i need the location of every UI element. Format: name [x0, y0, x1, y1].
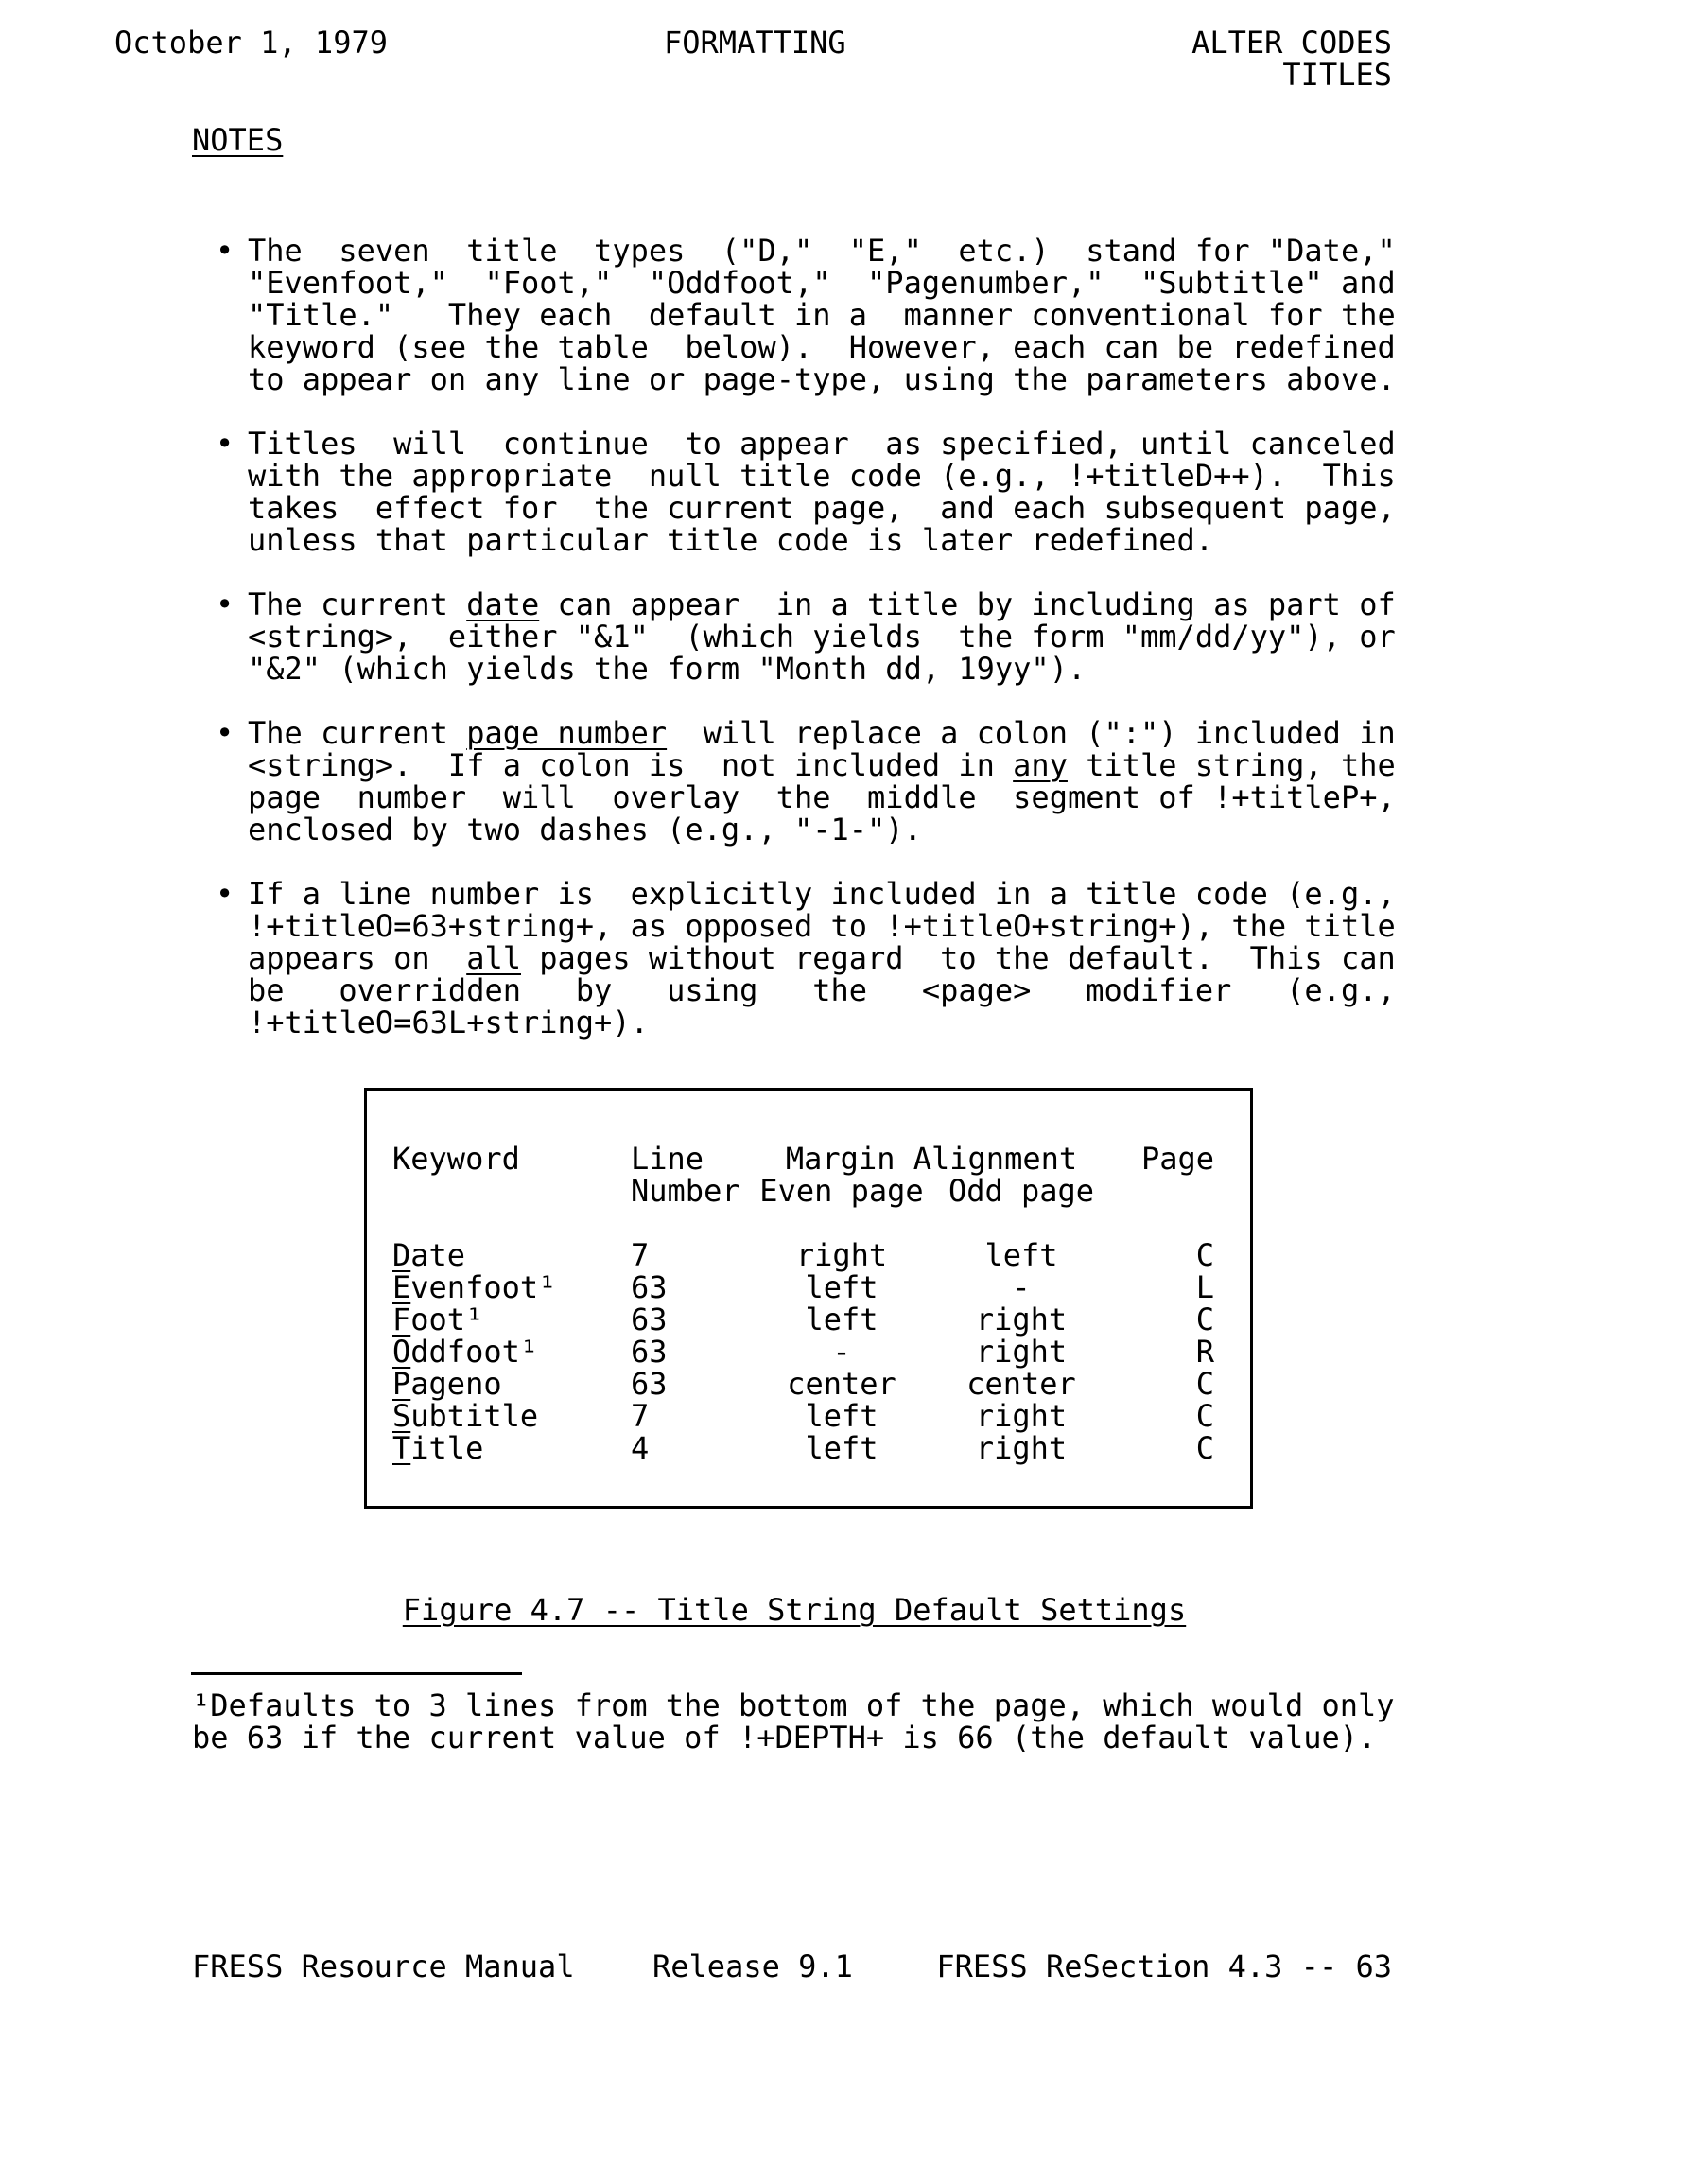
- even-page-cell: left: [805, 1430, 878, 1466]
- col-header-line: Line: [631, 1141, 704, 1177]
- even-page-cell: right: [795, 1237, 888, 1273]
- footnote-line: ¹Defaults to 3 lines from the bottom of the page, which would only: [192, 1687, 1395, 1723]
- keyword-cell: Pageno: [392, 1366, 502, 1402]
- line-number-cell: 7: [631, 1237, 650, 1273]
- note-item: [216, 586, 1396, 687]
- header-right-block: [1191, 26, 1392, 91]
- col-header-number: Number: [631, 1173, 740, 1209]
- table-header-row-2: [392, 1175, 1250, 1207]
- notes-list: [216, 233, 1396, 1040]
- text-line: appears on all pages without regard to the default. This can: [248, 940, 1396, 976]
- col-header-margin-alignment: Margin Alignment: [785, 1141, 1078, 1177]
- bullet-icon: •: [216, 426, 235, 462]
- table-spacer: [392, 1207, 1250, 1239]
- col-header-even-page: Even page: [759, 1173, 924, 1209]
- even-page-cell: left: [805, 1269, 878, 1305]
- keyword-cell: Subtitle: [392, 1398, 539, 1434]
- even-page-cell: left: [805, 1302, 878, 1337]
- header-date: October 1, 1979: [114, 25, 388, 61]
- table-row: [392, 1271, 1250, 1303]
- text-line: with the appropriate null title code (e.g., !+titleD++). This: [248, 458, 1396, 494]
- odd-page-cell: right: [975, 1430, 1068, 1466]
- line-number-cell: 63: [631, 1269, 668, 1305]
- col-header-odd-page: Odd page: [948, 1173, 1095, 1209]
- text-line: keyword (see the table below). However, each can be redefined: [248, 329, 1396, 365]
- text-line: <string>, either "&1" (which yields the form "mm/dd/yy"), or: [248, 619, 1396, 655]
- bullet-icon: •: [216, 586, 235, 622]
- figure-caption: Figure 4.7 -- Title String Default Settings: [402, 1592, 1187, 1628]
- keyword-cell: Oddfoot¹: [392, 1334, 539, 1370]
- col-header-keyword: Keyword: [392, 1141, 520, 1177]
- text-line: The current page number will replace a colon (":") included in: [248, 715, 1396, 751]
- col-header-page: Page: [1140, 1141, 1214, 1177]
- table-row: [392, 1400, 1250, 1432]
- text-line: !+titleO=63+string+, as opposed to !+titleO+string+), the title: [248, 908, 1396, 944]
- odd-page-cell: right: [975, 1398, 1068, 1434]
- page-cell: C: [1195, 1237, 1214, 1273]
- figure-table: [364, 1088, 1253, 1509]
- text-line: to appear on any line or page-type, using the parameters above.: [248, 361, 1396, 397]
- odd-page-cell: -: [1012, 1269, 1031, 1305]
- keyword-cell: Title: [392, 1430, 484, 1466]
- page-cell: C: [1195, 1398, 1214, 1434]
- odd-page-cell: center: [966, 1366, 1076, 1402]
- keyword-cell: Date: [392, 1237, 466, 1273]
- footer-section-page: FRESS ReSection 4.3 -- 63: [936, 1948, 1392, 1984]
- text-line: takes effect for the current page, and each subsequent page,: [248, 490, 1396, 526]
- page-cell: C: [1195, 1366, 1214, 1402]
- bullet-icon: •: [216, 876, 235, 912]
- line-number-cell: 63: [631, 1366, 668, 1402]
- table-header-row-1: [392, 1143, 1250, 1175]
- text-line: "&2" (which yields the form "Month dd, 19yy").: [248, 651, 1087, 687]
- footnote-line: be 63 if the current value of !+DEPTH+ is 66 (the default value).: [192, 1720, 1377, 1756]
- text-line: "Title." They each default in a manner conventional for the: [248, 297, 1396, 333]
- bullet-icon: •: [216, 233, 235, 269]
- header-alter-codes: ALTER CODES: [1191, 25, 1392, 61]
- odd-page-cell: left: [984, 1237, 1058, 1273]
- note-item: [216, 876, 1396, 1040]
- header-section-title: FORMATTING: [664, 25, 846, 61]
- even-page-cell: center: [787, 1366, 896, 1402]
- text-line: !+titleO=63L+string+).: [248, 1005, 649, 1040]
- keyword-cell: Evenfoot¹: [392, 1269, 557, 1305]
- text-line: <string>. If a colon is not included in any title string, the: [248, 747, 1396, 783]
- even-page-cell: left: [805, 1398, 878, 1434]
- note-item: [216, 426, 1396, 558]
- line-number-cell: 63: [631, 1334, 668, 1370]
- odd-page-cell: right: [975, 1334, 1068, 1370]
- text-line: unless that particular title code is later redefined.: [248, 522, 1214, 558]
- header-titles: TITLES: [1282, 57, 1392, 93]
- table-row: [392, 1239, 1250, 1271]
- bullet-icon: •: [216, 715, 235, 751]
- table-row: [392, 1368, 1250, 1400]
- line-number-cell: 63: [631, 1302, 668, 1337]
- text-line: page number will overlay the middle segment of !+titleP+,: [248, 779, 1396, 815]
- table-row: [392, 1336, 1250, 1368]
- line-number-cell: 7: [631, 1398, 650, 1434]
- page-cell: C: [1195, 1430, 1214, 1466]
- table-row: [392, 1432, 1250, 1464]
- text-line: The seven title types ("D," "E," etc.) stand for "Date,": [248, 233, 1396, 269]
- note-item: [216, 715, 1396, 847]
- note-item: [216, 233, 1396, 397]
- even-page-cell: -: [832, 1334, 851, 1370]
- page-cell: R: [1195, 1334, 1214, 1370]
- odd-page-cell: right: [975, 1302, 1068, 1337]
- table-row: [392, 1303, 1250, 1336]
- keyword-cell: Foot¹: [392, 1302, 484, 1337]
- text-line: be overridden by using the <page> modifier (e.g.,: [248, 972, 1396, 1008]
- footnote-separator: [191, 1672, 522, 1675]
- text-line: The current date can appear in a title by including as part of: [248, 586, 1396, 622]
- text-line: If a line number is explicitly included in a title code (e.g.,: [248, 876, 1396, 912]
- footnote: [192, 1689, 1395, 1754]
- footer-manual-title: FRESS Resource Manual: [192, 1948, 575, 1984]
- text-line: enclosed by two dashes (e.g., "-1-").: [248, 812, 922, 847]
- text-line: Titles will continue to appear as specified, until canceled: [248, 426, 1396, 462]
- page-cell: C: [1195, 1302, 1214, 1337]
- line-number-cell: 4: [631, 1430, 650, 1466]
- notes-heading: NOTES: [192, 122, 284, 158]
- page-cell: L: [1195, 1269, 1214, 1305]
- footer-release: Release 9.1: [652, 1948, 853, 1984]
- text-line: "Evenfoot," "Foot," "Oddfoot," "Pagenumber," "Subtitle" and: [248, 265, 1396, 301]
